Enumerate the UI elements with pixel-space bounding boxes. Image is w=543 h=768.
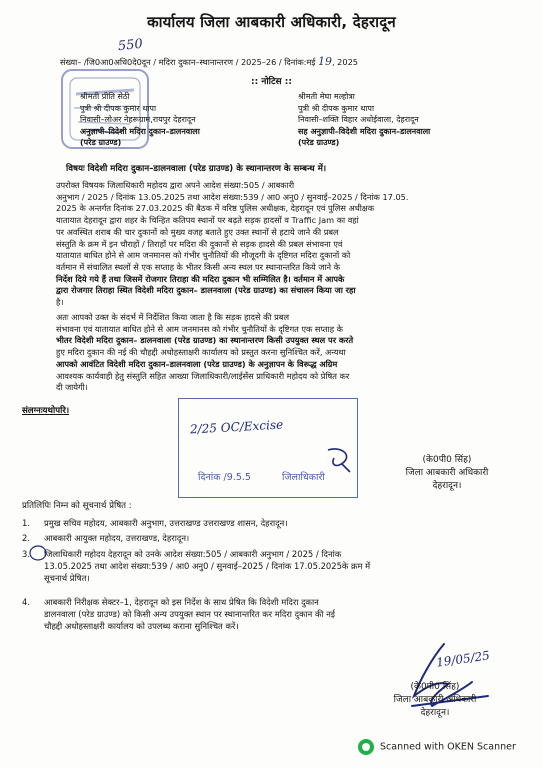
signatory-name: (के0पी0 सिंह) — [422, 455, 472, 465]
copy-item-1 — [22, 517, 512, 529]
scanner-watermark — [358, 739, 516, 755]
paragraph-line: द्वारा रोजगार तिराहा स्थित विदेशी मदिरा दुकान– डालनवाला (परेड ग्राउण्ड) का संचालन किया जा रहा — [56, 285, 356, 296]
subject-line: विषयः विदेशी मदिरा दुकान–डालनवाला (परेड ग्राउण्ड) के स्थानान्तरण के सम्बन्ध में। — [66, 164, 327, 174]
paragraph-line: संभावना एवं यातायात बाधित होने से आम जनमानस को गंभीर चुनौतियों के दृष्टिगत एक सप्ताह के — [56, 323, 343, 334]
copy-text: डालनवाला (परेड ग्राउण्ड) को किसी अन्य उपयुक्त स्थान पर स्थानान्तरित कर मदिरा दुकान की नई — [44, 609, 336, 619]
signatory-block-2 — [360, 681, 510, 720]
copy-item-2 — [22, 532, 512, 544]
copy-text: आबकारी निरीक्षक सेक्टर–1, देहरादून को इस निर्देश के साथ प्रेषित कि विदेशी मदिरा दुकान — [44, 597, 319, 607]
scanner-logo-icon — [358, 739, 374, 755]
stamp-handwritten-note: 2/25 OC/Excise — [189, 417, 284, 437]
initials-scribble-icon — [322, 444, 356, 474]
stamp-date-label: दिनांक /9.5.5 — [198, 472, 251, 483]
signatory-title: जिला आबकारी अधिकारी — [405, 468, 489, 478]
paragraph-line: यातायात देहरादून द्वारा शहर के चिन्हित कतिपय स्थानों पर बढ़ते सड़क हादसों व Traffic Jam का वहां — [56, 215, 359, 226]
right-address-line: श्रीमती मेघा मल्होत्रा — [298, 92, 355, 101]
circle-mark-icon — [28, 544, 48, 562]
right-address-line: (परेड ग्राउण्ड) — [298, 138, 340, 147]
copy-number: 1. — [22, 518, 30, 528]
copy-text: सूचनार्थ प्रेषित। — [44, 573, 90, 583]
left-address-line: श्रीमती प्रीति सेठी — [80, 92, 130, 101]
copy-text: 13.05.2025 तथा आदेश संख्या:539 / आ0 अनु0 / सुनवाई–2025 / दिनांक 17.05.2025के क्रम में — [44, 561, 371, 571]
signatory-block — [372, 454, 522, 493]
enclosure-label: संलग्नःयथोपरि। — [22, 406, 70, 416]
paragraph-line: दी जायेगी। — [56, 382, 88, 393]
signatory-place: देहरादून। — [432, 481, 462, 491]
paragraph-line: पर अवस्थित शराब की चार दुकानों को मुख्य वजह बताते हुए उक्त स्थानों से हटाये जाने की प्रबल — [56, 226, 339, 237]
copy-item-3 — [22, 548, 512, 584]
paragraph-line: उपरोक्त विषयक जिलाधिकारी महोदय द्वारा अपने आदेश संख्या:505 / आबकारी — [56, 180, 295, 190]
right-address-line: सह अनुज्ञापी–विदेशी मदिरा दुकान–डालनवाला — [298, 126, 431, 136]
copy-number: 4. — [22, 597, 30, 607]
signatory-name: (के0पी0 सिंह) — [410, 682, 460, 692]
stamp-office-label: जिलाधिकारी — [282, 472, 325, 483]
left-address-line: पुत्री श्री दीपक कुमार थापा — [80, 103, 157, 113]
paragraph-line: अनुभाग / 2025 / दिनांक 13.05.2025 तथा आदेश संख्या:539 / आ0 अनु0 / सुनवाई–2025 / दिनांक 17.05. — [56, 191, 409, 202]
paragraph-line: निर्देश दिये गये हैं तथा जिसमें रोजगार तिराहा की मदिरा दुकान भी सम्मिलित है। वर्तमान में आपके — [56, 273, 345, 284]
handwritten-date: 19/05/25 — [435, 648, 491, 670]
paragraph-line: है। — [56, 297, 64, 308]
paragraph-line: आपको आवंटित विदेशी मदिरा दुकान–डालनवाला (परेड ग्राउण्ड) के अनुज्ञापन के विरूद्ध अग्रिम — [56, 358, 338, 369]
paragraph-line: वर्तमान में संचालित स्थलों से एक सप्ताह के भीतर किसी अन्य स्थल पर स्थानान्तरित किये जाने के — [56, 261, 340, 272]
handwritten-number: 550 — [117, 36, 144, 55]
paragraph-line: संस्तुति के क्रम में इन चौराहों / तिराहों पर मदिरा की दुकानों से सड़क हादसे की प्रबल संभावना एवं — [56, 238, 343, 249]
paragraph-line: भीतर विदेशी मदिरा दुकान– डालनवाला (परेड ग्राउण्ड) का स्थानान्तरण किसी उपयुक्त स्थल पर करते — [56, 335, 354, 346]
notice-heading: :: नोटिस :: — [251, 77, 292, 87]
scanner-text: Scanned with OKEN Scanner — [380, 741, 516, 753]
left-address-line: (परेड ग्राउण्ड) — [80, 138, 122, 147]
copy-heading: प्रतिलिपिः निम्न को सूचनार्थ प्रेषित : — [22, 501, 132, 511]
right-address-block — [298, 91, 430, 149]
reference-text: संख्या– /जि0आ0अधि0दे0दून / मदिरा दुकान–स्थानान्तरण / 2025–26 / दिनांक:मई — [60, 57, 316, 67]
paragraph-line: हुए मदिरा दुकान की नई की चौहद्दी अधोहस्ताक्षरी कार्यालय को प्रस्तुत करना सुनिश्चित करें, अन्यथा — [56, 347, 346, 358]
left-address-line: अनुज्ञापी–विदेशी मदिरा दुकान–डालनवाला — [80, 126, 200, 136]
paragraph-line: आवश्यक कार्यवाही हेतु संस्तुति सहित आख्या जिलाधिकारी/लाईसेंस प्राधिकारी महोदय को प्रेषित कर — [56, 370, 350, 381]
signatory-place: देहरादून। — [420, 708, 450, 718]
copy-text: जिलाधिकारी महोदय देहरादून को उनके आदेश संख्या:505 / आबकारी अनुभाग / 2025 / दिनांक — [44, 549, 342, 559]
paragraph-line: 2025 के अन्तर्गत दिनांक 27.03.2025 की बैठक में वरिष्ठ पुलिस अधीक्षक, देहरादून एवं पुलिस अधीक्षक — [56, 203, 375, 214]
copy-number: 2. — [22, 533, 30, 543]
left-address-block — [80, 91, 200, 149]
body-paragraph-1 — [56, 180, 524, 309]
copy-text: प्रमुख सचिव महोदय, आबकारी अनुभाग, उत्तराखण्ड उत्तराखण्ड शासन, देहरादून। — [44, 518, 288, 528]
copy-text: चौहद्दी अधोहस्ताक्षरी कार्यालय को उपलब्ध कराना सुनिश्चित करें। — [44, 621, 239, 631]
paragraph-line: यातायात बाधित होने से आम जनमानस को गंभीर चुनौतियों की मौजूदगी के दृष्टिगत मदिरा दुकानों को — [56, 250, 351, 261]
signatory-title: जिला आबकारी अधिकारी — [393, 695, 477, 705]
body-paragraph-2 — [56, 312, 524, 394]
copy-number: 3. — [22, 549, 30, 559]
handwritten-day: 19 — [317, 55, 332, 68]
copy-item-4 — [22, 596, 512, 632]
right-address-line: पुत्री श्री दीपक कुमार थापा — [298, 103, 375, 113]
right-address-line: निवासी–शक्ति विहार अधोईवाला, देहरादून — [298, 115, 419, 124]
reference-year: , 2025 — [331, 57, 359, 67]
copy-text: आबकारी आयुक्त महोदय, उत्तराखण्ड, देहरादून। — [44, 533, 190, 543]
office-title: कार्यालय जिला आबकारी अधिकारी, देहरादून — [147, 13, 396, 31]
left-address-line: निवासी–लोअर नेहरूग्राम,रायपुर देहरादून — [80, 115, 196, 124]
paragraph-line: अतः आपको उक्त के संदर्भ में निर्देशित किया जाता है कि सड़क हादसे की प्रबल — [56, 312, 290, 322]
